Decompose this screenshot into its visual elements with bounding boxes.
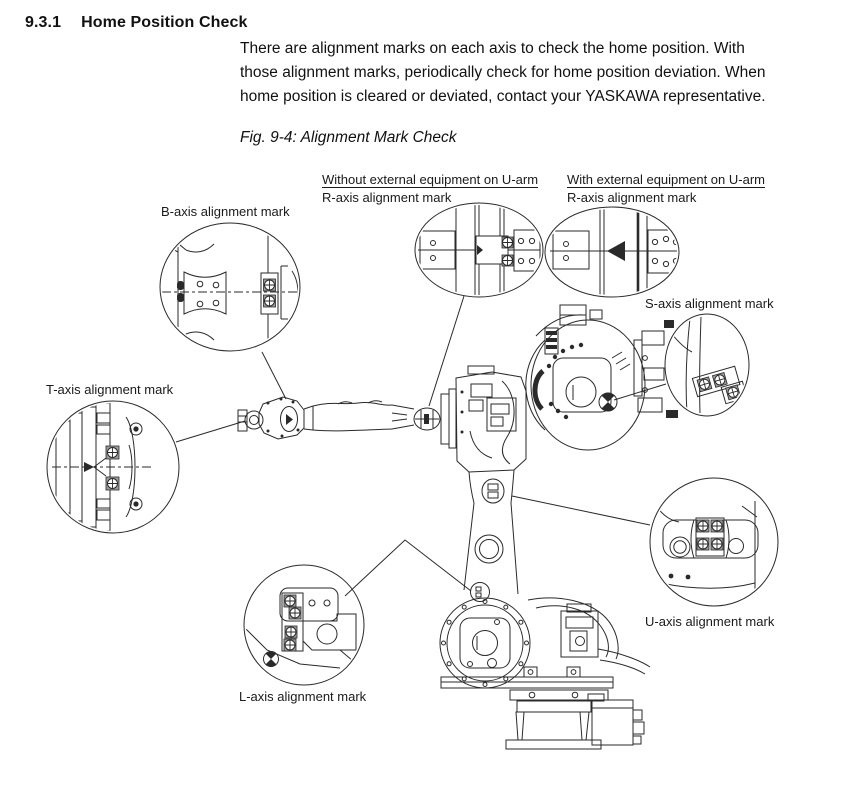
r-axis-callout-with [545, 206, 679, 297]
section-number: 9.3.1 [25, 14, 62, 31]
u-axis-callout [650, 478, 778, 606]
leader-lines [176, 296, 666, 596]
label-l-axis: L-axis alignment mark [239, 689, 367, 704]
label-with-heading: With external equipment on U-arm [567, 172, 765, 187]
l-axis-leader-line [345, 540, 471, 596]
robot-upper-arm [313, 389, 456, 448]
robot-shoulder-joint [440, 598, 530, 688]
u-axis-leader-line [512, 496, 650, 525]
b-axis-leader-line [262, 352, 286, 399]
label-s-axis: S-axis alignment mark [645, 296, 774, 311]
label-t-axis: T-axis alignment mark [46, 382, 174, 397]
label-group-without-external-equipment [322, 171, 538, 207]
l-axis-callout [244, 565, 364, 685]
label-u-axis: U-axis alignment mark [645, 614, 775, 629]
label-without-heading: Without external equipment on U-arm [322, 172, 539, 187]
t-axis-callout [47, 401, 179, 533]
figure-caption: Fig. 9-4: Alignment Mark Check [240, 129, 457, 146]
robot-line-art [238, 305, 678, 749]
intro-paragraph: There are alignment marks on each axis to check the home position. With those alignment marks, periodically check for home position deviation. When home position is cleared or deviated, contact your YASKAWA representative. [240, 40, 766, 105]
label-without-r-axis: R-axis alignment mark [322, 190, 452, 205]
robot-wrist [238, 397, 313, 439]
section-title: Home Position Check [81, 14, 248, 31]
robot-lower-arm [464, 503, 518, 602]
robot-base [441, 667, 644, 749]
t-axis-leader-line [176, 421, 245, 442]
r-axis-leader-line [429, 296, 464, 406]
robot-s-head-view [526, 305, 678, 450]
robot-u-arm-body [456, 366, 526, 503]
b-axis-callout [160, 223, 300, 352]
label-group-with-external-equipment [567, 171, 765, 207]
robot-motor-and-cables [528, 598, 650, 674]
r-axis-callout-without [415, 203, 543, 297]
s-axis-callout [665, 314, 749, 416]
label-b-axis: B-axis alignment mark [161, 204, 290, 219]
label-with-r-axis: R-axis alignment mark [567, 190, 697, 205]
